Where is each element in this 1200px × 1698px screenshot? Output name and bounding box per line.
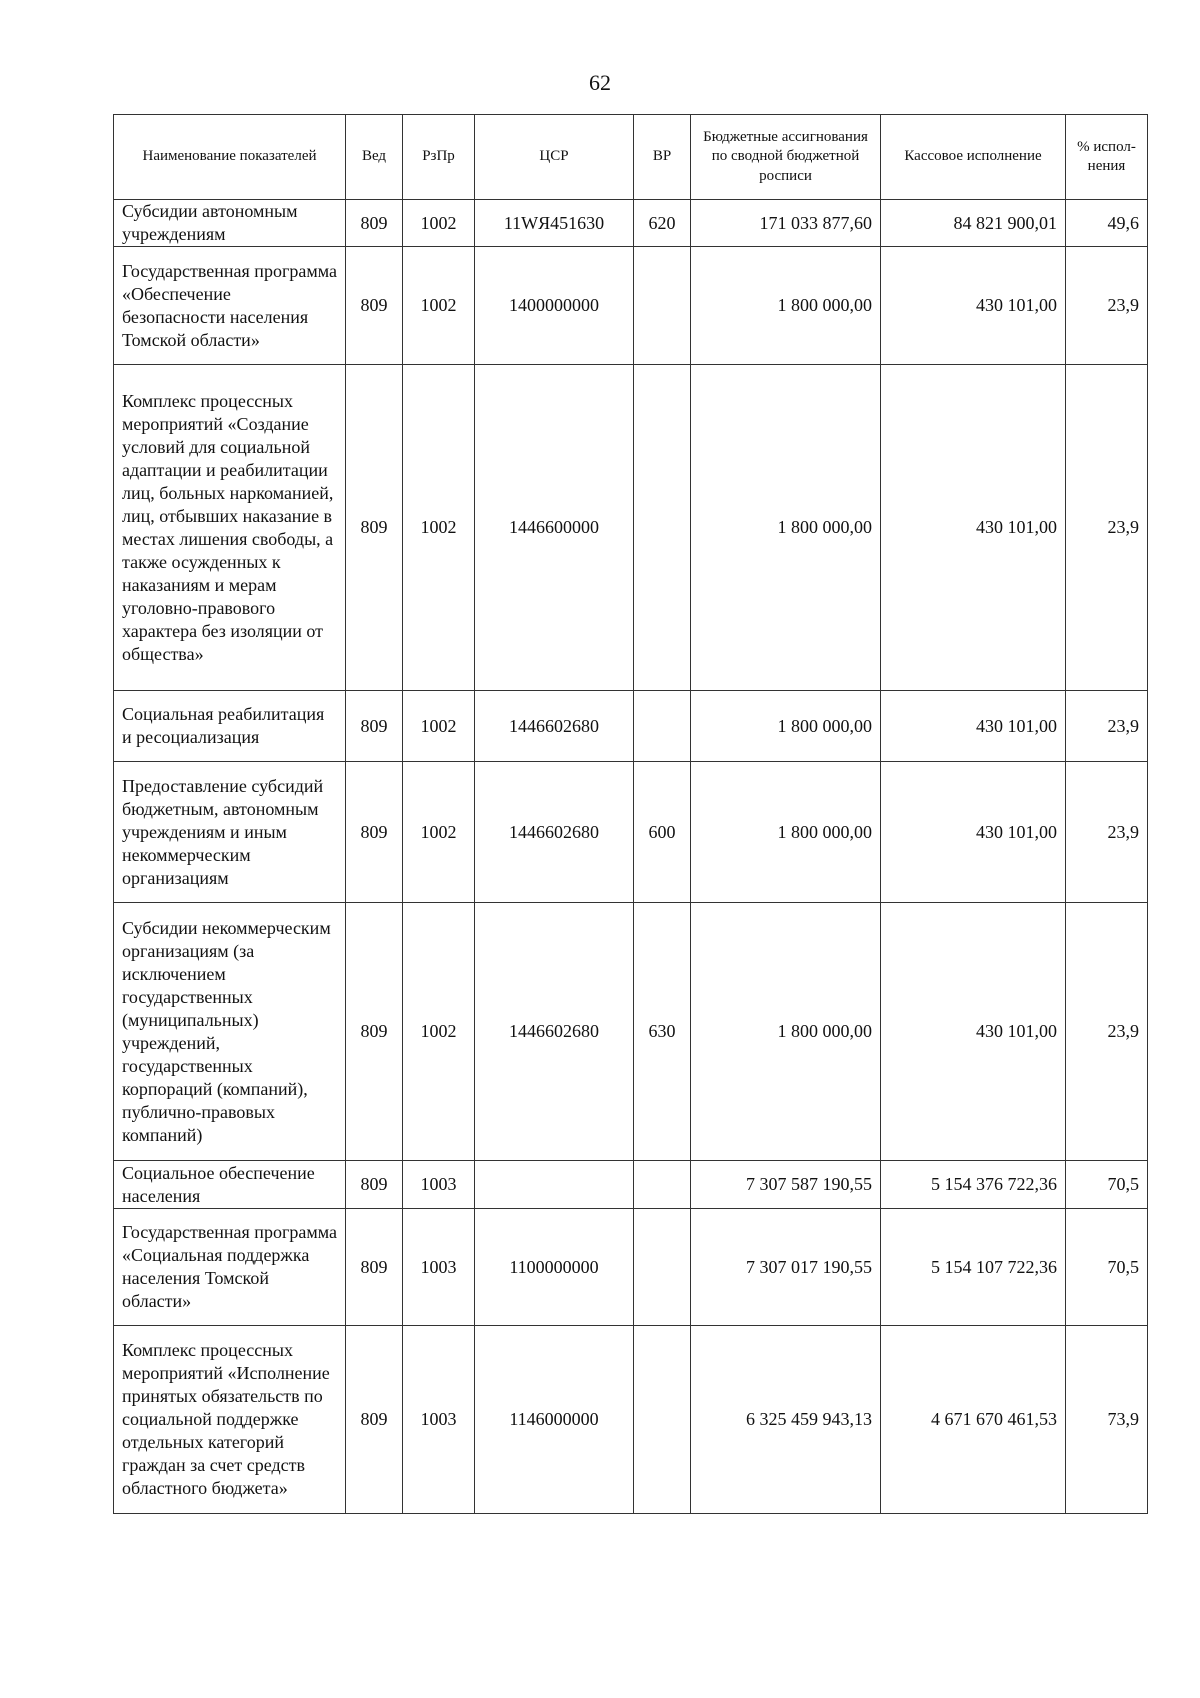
header-csr: ЦСР [475, 115, 634, 200]
row-csr: 1446602680 [475, 762, 634, 903]
row-name: Предоставление субсидий бюджетным, автономным учреждениям и иным некоммерческим организациям [114, 762, 346, 903]
row-vr [634, 1161, 691, 1209]
row-name: Комплекс процессных мероприятий «Создание условий для социальной адаптации и реабилитации лиц, больных наркоманией, лиц, отбывших наказание в местах лишения свободы, а также осужденных к наказаниям и мерам уголовно-правового характера без изоляции от общества» [114, 365, 346, 691]
table-row [114, 762, 1148, 903]
row-percent: 70,5 [1066, 1161, 1148, 1209]
row-vr [634, 247, 691, 365]
row-csr: 1100000000 [475, 1209, 634, 1326]
row-csr: 1400000000 [475, 247, 634, 365]
row-csr: 1446602680 [475, 903, 634, 1161]
row-assignments: 6 325 459 943,13 [691, 1326, 881, 1514]
row-rzpr: 1002 [403, 247, 475, 365]
table-row [114, 903, 1148, 1161]
row-ved: 809 [346, 247, 403, 365]
row-cash: 430 101,00 [881, 903, 1066, 1161]
row-cash: 430 101,00 [881, 691, 1066, 762]
row-assignments: 1 800 000,00 [691, 247, 881, 365]
row-ved: 809 [346, 903, 403, 1161]
row-csr: 1146000000 [475, 1326, 634, 1514]
row-rzpr: 1002 [403, 691, 475, 762]
row-vr [634, 365, 691, 691]
row-vr: 630 [634, 903, 691, 1161]
row-assignments: 1 800 000,00 [691, 691, 881, 762]
row-ved: 809 [346, 365, 403, 691]
header-rzpr: РзПр [403, 115, 475, 200]
header-vr: ВР [634, 115, 691, 200]
row-vr [634, 691, 691, 762]
row-vr [634, 1326, 691, 1514]
row-csr: 11WЯ451630 [475, 200, 634, 247]
table-row [114, 247, 1148, 365]
row-rzpr: 1002 [403, 200, 475, 247]
row-percent: 23,9 [1066, 247, 1148, 365]
row-cash: 430 101,00 [881, 762, 1066, 903]
row-percent: 23,9 [1066, 762, 1148, 903]
row-cash: 84 821 900,01 [881, 200, 1066, 247]
row-csr: 1446600000 [475, 365, 634, 691]
header-percent: % испол-нения [1066, 115, 1148, 200]
row-name: Субсидии автономным учреждениям [114, 200, 346, 247]
page-number: 62 [589, 70, 611, 95]
row-ved: 809 [346, 762, 403, 903]
row-name: Комплекс процессных мероприятий «Исполнение принятых обязательств по социальной поддержке отдельных категорий граждан за счет средств областного бюджета» [114, 1326, 346, 1514]
row-assignments: 1 800 000,00 [691, 903, 881, 1161]
row-percent: 49,6 [1066, 200, 1148, 247]
row-vr: 620 [634, 200, 691, 247]
row-ved: 809 [346, 200, 403, 247]
row-rzpr: 1003 [403, 1326, 475, 1514]
row-name: Государственная программа «Социальная поддержка населения Томской области» [114, 1209, 346, 1326]
row-rzpr: 1002 [403, 762, 475, 903]
row-assignments: 7 307 587 190,55 [691, 1161, 881, 1209]
row-cash: 5 154 376 722,36 [881, 1161, 1066, 1209]
header-ved: Вед [346, 115, 403, 200]
row-name: Социальная реабилитация и ресоциализация [114, 691, 346, 762]
row-cash: 4 671 670 461,53 [881, 1326, 1066, 1514]
budget-execution-table [113, 114, 1148, 1514]
row-ved: 809 [346, 1326, 403, 1514]
row-percent: 23,9 [1066, 691, 1148, 762]
row-vr: 600 [634, 762, 691, 903]
row-percent: 73,9 [1066, 1326, 1148, 1514]
table-header-row [114, 115, 1148, 200]
table-row [114, 365, 1148, 691]
row-assignments: 7 307 017 190,55 [691, 1209, 881, 1326]
row-name: Социальное обеспечение населения [114, 1161, 346, 1209]
table-row [114, 1326, 1148, 1514]
table-row [114, 1161, 1148, 1209]
table-row [114, 1209, 1148, 1326]
row-cash: 5 154 107 722,36 [881, 1209, 1066, 1326]
row-assignments: 1 800 000,00 [691, 365, 881, 691]
row-assignments: 1 800 000,00 [691, 762, 881, 903]
row-csr: 1446602680 [475, 691, 634, 762]
header-cash: Кассовое исполнение [881, 115, 1066, 200]
row-ved: 809 [346, 1209, 403, 1326]
table-row [114, 200, 1148, 247]
row-name: Государственная программа «Обеспечение безопасности населения Томской области» [114, 247, 346, 365]
row-percent: 23,9 [1066, 903, 1148, 1161]
row-ved: 809 [346, 691, 403, 762]
header-assignments: Бюджетные ассигнования по сводной бюджетной росписи [691, 115, 881, 200]
row-rzpr: 1002 [403, 903, 475, 1161]
header-name: Наименование показателей [114, 115, 346, 200]
row-name: Субсидии некоммерческим организациям (за исключением государственных (муниципальных) учреждений, государственных корпораций (компаний), публично-правовых компаний) [114, 903, 346, 1161]
row-cash: 430 101,00 [881, 247, 1066, 365]
row-rzpr: 1003 [403, 1209, 475, 1326]
table-row [114, 691, 1148, 762]
row-ved: 809 [346, 1161, 403, 1209]
row-percent: 70,5 [1066, 1209, 1148, 1326]
row-percent: 23,9 [1066, 365, 1148, 691]
row-assignments: 171 033 877,60 [691, 200, 881, 247]
row-rzpr: 1002 [403, 365, 475, 691]
row-vr [634, 1209, 691, 1326]
row-csr [475, 1161, 634, 1209]
row-rzpr: 1003 [403, 1161, 475, 1209]
row-cash: 430 101,00 [881, 365, 1066, 691]
